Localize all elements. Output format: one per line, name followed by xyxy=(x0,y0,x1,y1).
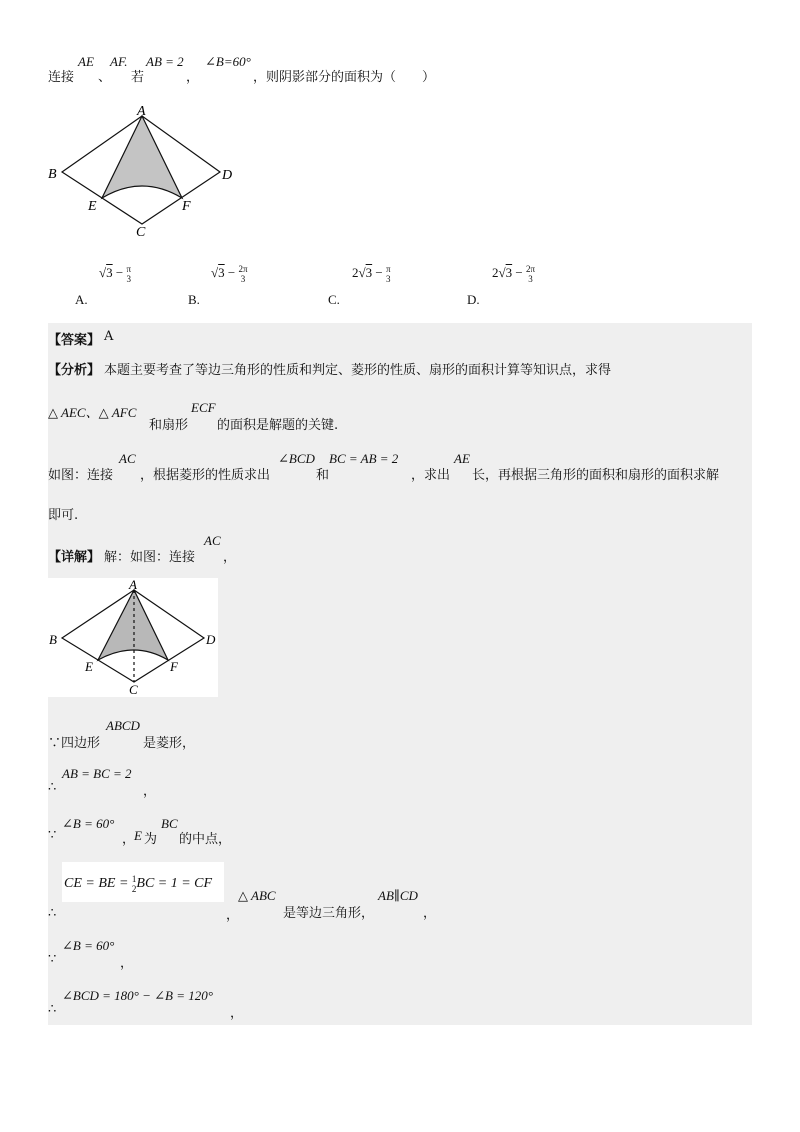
option-a-label[interactable]: A. xyxy=(75,292,88,307)
option-a-expr[interactable]: √3 − π 3 xyxy=(99,264,132,284)
s4-sym: ∴ xyxy=(48,906,57,921)
s6-post: ， xyxy=(230,1006,244,1021)
s1-pre: ∵四边形 xyxy=(48,736,101,751)
math-ab-eq: AB = 2 xyxy=(146,54,184,69)
shaded-region xyxy=(102,116,182,198)
analysis-ac: AC xyxy=(119,451,136,466)
math-angle-b: ∠B=60° xyxy=(205,54,251,69)
s2-post: ， xyxy=(143,784,157,799)
shaded-region-2 xyxy=(98,590,168,660)
label-d: D xyxy=(222,168,233,183)
analysis-line2-tail: 的面积是解题的关键. xyxy=(217,418,339,433)
s4-parallel: AB∥CD xyxy=(378,888,418,903)
s3-e: E xyxy=(134,828,142,843)
detail-tag: 【详解】 xyxy=(48,550,101,565)
text-ruo: 若 xyxy=(131,70,145,85)
s2-expr: AB = BC = 2 xyxy=(62,766,132,781)
analysis-rutu: 如图：连接 xyxy=(48,468,114,483)
detail-intro: 解：如图：连接 xyxy=(104,550,196,565)
detail-ac: AC xyxy=(204,533,221,548)
analysis-he: 和 xyxy=(316,468,330,483)
label-b: B xyxy=(48,167,57,182)
analysis-tri: △ AEC、△ AFC xyxy=(48,405,137,420)
s4-expr: CE = BE = 1 2 BC = 1 = CF xyxy=(64,874,213,894)
option-d-expr[interactable]: 2√3 − 2π 3 xyxy=(492,264,536,284)
label-a: A xyxy=(137,104,146,119)
analysis-bcd: ∠BCD xyxy=(278,451,315,466)
s4-equi: 是等边三角形， xyxy=(283,906,375,921)
text-lianjie: 连接 xyxy=(48,70,75,85)
option-c-label[interactable]: C. xyxy=(328,292,340,307)
label2-d: D xyxy=(206,632,216,647)
s3-post: 的中点， xyxy=(179,832,232,847)
analysis-he-shanxing: 和扇形 xyxy=(149,418,189,433)
s6-expr: ∠BCD = 180° − ∠B = 120° xyxy=(62,988,213,1003)
text-dun: 、 xyxy=(98,70,112,85)
s4-post: ， xyxy=(423,906,437,921)
analysis-ecf: ECF xyxy=(191,400,216,415)
text-comma: ， xyxy=(186,70,200,85)
label2-b: B xyxy=(49,632,57,647)
detail-comma: ， xyxy=(223,550,237,565)
s3-mid: ， xyxy=(122,832,136,847)
label2-c: C xyxy=(129,682,138,697)
analysis-tag: 【分析】 xyxy=(48,363,101,378)
analysis-line1: 本题主要考查了等边三角形的性质和判定、菱形的性质、扇形的面积计算等知识点，求得 xyxy=(104,363,612,378)
analysis-bcab: BC = AB = 2 xyxy=(329,451,399,466)
option-b-label[interactable]: B. xyxy=(188,292,200,307)
label2-f: F xyxy=(170,659,178,674)
label-c: C xyxy=(136,225,146,240)
s4-tri: △ ABC xyxy=(238,888,276,903)
s4-comma: ， xyxy=(226,908,240,923)
s6-sym: ∴ xyxy=(48,1002,57,1017)
math-ae: AE xyxy=(78,54,94,69)
s5-expr: ∠B = 60° xyxy=(62,938,115,953)
option-b-expr[interactable]: √3 − 2π 3 xyxy=(211,264,248,284)
answer-tag: 【答案】 xyxy=(48,333,101,348)
label2-e: E xyxy=(85,659,93,674)
analysis-qiuchu: ，求出 xyxy=(411,468,451,483)
s1-post: 是菱形， xyxy=(143,736,196,751)
rhombus-figure-with-diagonal xyxy=(48,578,218,697)
label2-a: A xyxy=(129,578,137,592)
option-c-expr[interactable]: 2√3 − π 3 xyxy=(352,264,391,284)
answer-value: A xyxy=(104,329,114,344)
rhombus-figure xyxy=(44,102,244,240)
s1-abcd: ABCD xyxy=(106,718,140,733)
text-tail: ，则阴影部分的面积为（ ） xyxy=(253,70,436,85)
analysis-line4: 即可. xyxy=(48,508,79,523)
s5-sym: ∵ xyxy=(48,952,57,967)
s3-expr: ∠B = 60° xyxy=(62,816,115,831)
s3-bc: BC xyxy=(161,816,178,831)
s3-sym: ∵ xyxy=(48,828,57,843)
s2-sym: ∴ xyxy=(48,780,57,795)
analysis-mid: ，根据菱形的性质求出 xyxy=(140,468,271,483)
label-f: F xyxy=(182,199,191,214)
analysis-line3-tail: 长，再根据三角形的面积和扇形的面积求解 xyxy=(472,468,720,483)
s3-wei: 为 xyxy=(144,832,158,847)
analysis-ae: AE xyxy=(454,451,470,466)
s5-post: ， xyxy=(120,956,134,971)
math-af: AF. xyxy=(110,54,128,69)
option-d-label[interactable]: D. xyxy=(467,292,480,307)
label-e: E xyxy=(88,199,97,214)
